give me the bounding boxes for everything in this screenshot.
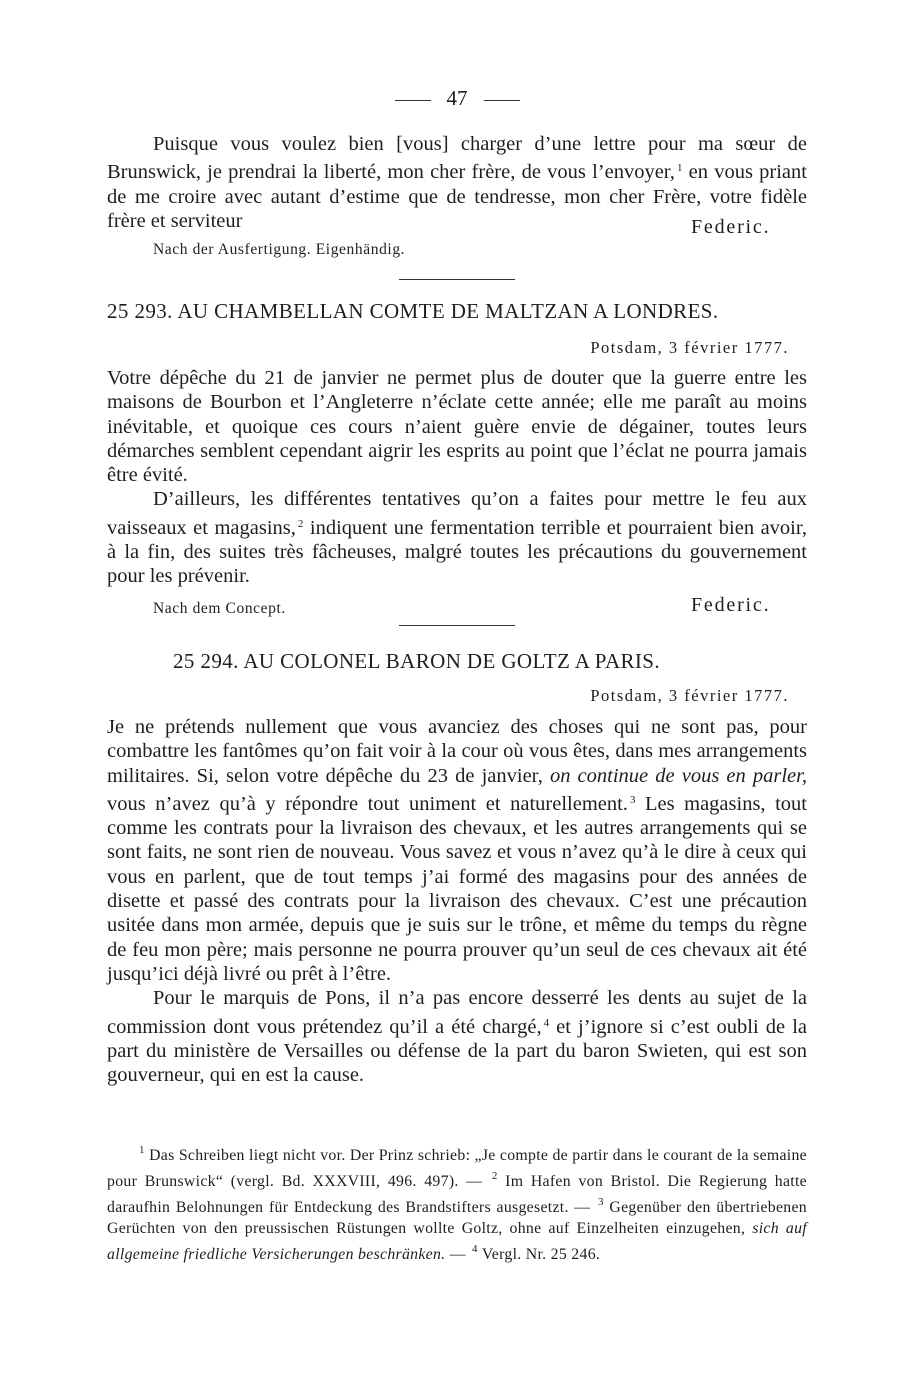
- letter-heading-25293: [107, 299, 719, 324]
- footnote-ref-4: 4: [543, 1016, 550, 1029]
- footnote-ref-2: 2: [297, 517, 304, 530]
- letter-body-25294: [107, 715, 807, 1087]
- header-dash-right: [484, 100, 520, 101]
- paragraph-25293-1: Votre dépêche du 21 de janvier ne permet plus de douter que la guerre entre les maisons de Bourbon et l’Angleterre n’éclate cette année; elle me paraît au moins inévitable, et quoique ces cours n’aient guère envie de dégainer, toutes leurs démarches semblent cependant aigrir les esprits au point que l’éclat ne pourra jamais être évité.: [107, 367, 807, 487]
- letter-number: 25 294.: [173, 649, 239, 673]
- footnote-ref-3: 3: [629, 793, 636, 806]
- footnote-mark-3: 3: [597, 1196, 604, 1208]
- page-number: 47: [446, 86, 468, 110]
- paragraph-25294-2: Pour le marquis de Pons, il n’a pas encore desserré les dents au sujet de la commission dont vous prétendez qu’il a été chargé, $^4$ et j’ignore si c’est oubli de la part du ministère de Versailles ou défense de la part du baron Swieten, qui est son gouverneur, qui en est la cause.: [107, 987, 808, 1087]
- paragraph-25293-2: D’ailleurs, les différentes tentatives qu’on a faites pour mettre le feu aux vaisseaux et magasins, $^2$ indiquent une fermentation terrible et pourraient bien avoir, à la fin, des suites très fâcheuses, malgré toutes les précautions du gouvernement pour les prévenir.: [107, 488, 807, 588]
- letter-heading-25294: [173, 649, 660, 674]
- letter-recipient: AU CHAMBELLAN COMTE DE MALTZAN A LONDRES.: [177, 299, 719, 323]
- source-note-1: Nach der Ausfertigung. Eigenhändig.: [153, 241, 406, 258]
- letter-number: 25 293.: [107, 299, 173, 323]
- letter-recipient: AU COLONEL BARON DE GOLTZ A PARIS.: [243, 649, 661, 673]
- section-divider-1: [399, 279, 515, 280]
- signature-federic-2: Federic.: [691, 594, 771, 616]
- section-divider-2: [399, 625, 515, 626]
- footnotes: [107, 1140, 807, 1265]
- closing-paragraph: Puisque vous voulez bien [vous] charger d’une lettre pour ma sœur de Brunswick, je prendrai la liberté, mon cher frère, de vous l’envoyer, $^1$ en vous priant de me croire avec autant d’estime que de tendresse, mon cher Frère, votre fidèle frère et serviteur: [107, 133, 807, 232]
- footnote-mark-1: 1: [139, 1144, 145, 1156]
- footnote-mark-2: 2: [491, 1170, 498, 1182]
- source-note-2: Nach dem Concept.: [153, 600, 286, 617]
- footnote-mark-4: 4: [472, 1243, 478, 1255]
- paragraph-25294-1: Je ne prétends nullement que vous avanciez des choses qui ne sont pas, pour combattre les fantômes qu’on fait voir à la cour où vous êtes, dans mes arrangements militaires. Si, selon votre dépêche du 23 de janvier, on continue de vous en parler, vous n’avez qu’à y répondre tout uniment et naturellement. $^3$ Les magasins, tout comme les contrats pour la livraison des chevaux, et les autres arrangements qui se sont faits, ne sont rien de nouveau. Vous savez et vous n’avez qu’à le dire à ceux qui vous en parlent, que de tout temps j’ai formé des magasins pour des années de disette et passé des contrats pour la livraison des chevaux. C’est une précaution usitée dans mon armée, depuis que je suis sur le trône, et même du temps du règne de feu mon père; mais personne ne pourra prouver qu’un seul de ces chevaux ait été jusqu’ici déjà livré ou prêt à l’être.: [107, 716, 807, 985]
- place-date-25294: Potsdam, 3 février 1777.: [590, 686, 789, 705]
- footnote-ref-1: 1: [676, 162, 683, 175]
- page-header: [107, 86, 807, 111]
- signature-federic-1: Federic.: [691, 216, 771, 238]
- footnote-text: $^1$ Das Schreiben liegt nicht vor. Der Prinz schrieb: „Je compte de partir dans le courant de la semaine pour Brunswick“ (vergl. Bd. XXXVIII, 496. 497). — $^2$ Im Hafen von Bristol. Die Regierung hatte daraufhin Belohnungen für Entdeckung des Brandstifters ausgesetzt. — $^3$ Gegenüber den übertriebenen Gerüchten von den preussischen Rüstungen wollte Goltz, ohne auf Einzelheiten einzugehen, sich auf allgemeine friedliche Versicherungen beschränken. — $^4$ Vergl. Nr. 25 246.: [107, 1144, 807, 1263]
- letter-body-25293: [107, 366, 807, 589]
- header-dash-left: [395, 100, 431, 101]
- place-date-25293: Potsdam, 3 février 1777.: [590, 338, 789, 357]
